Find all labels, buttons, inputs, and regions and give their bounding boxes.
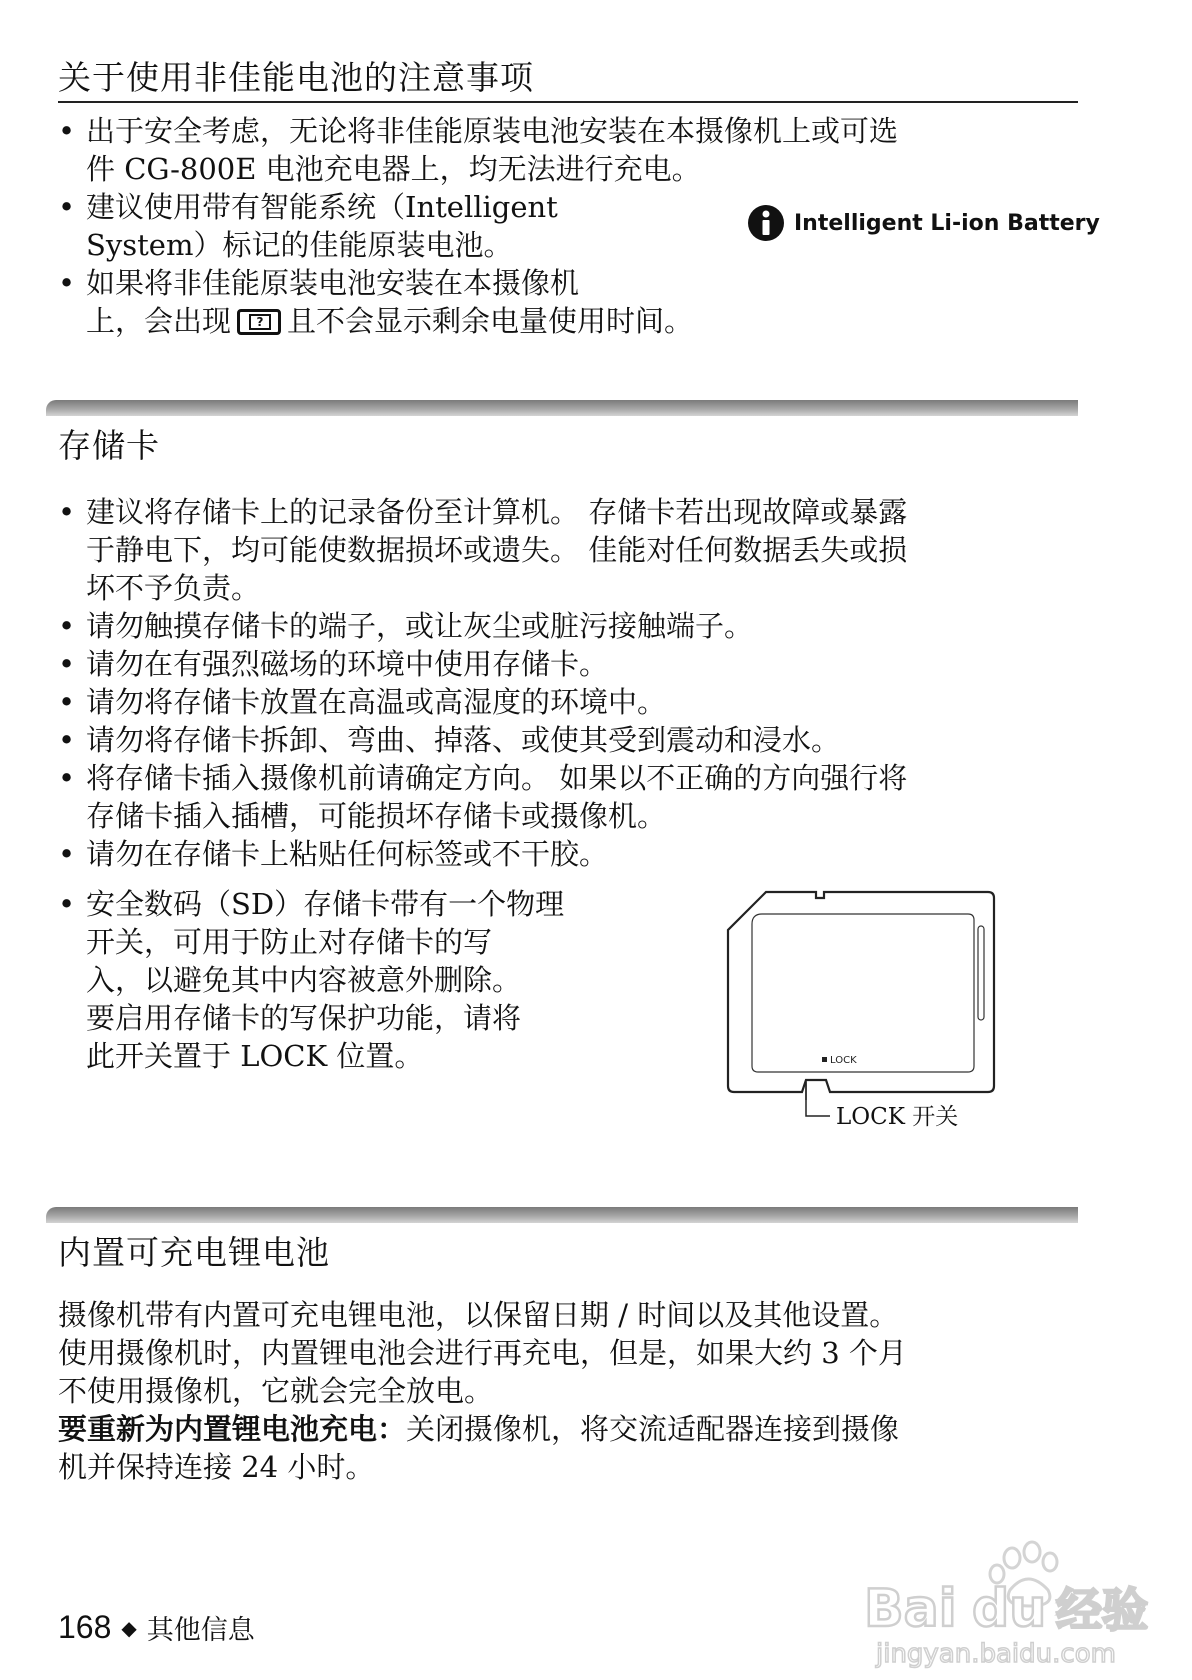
list-item: • 如果将非佳能原装电池安装在本摄像机 上，会出现 ? 且不会显示剩余电量使用时间。 — [58, 264, 1098, 340]
page-number: 168 — [58, 1609, 112, 1645]
list-item: • 请勿在有强烈磁场的环境中使用存储卡。 — [58, 645, 1098, 683]
list-item: • 请勿将存储卡放置在高温或高湿度的环境中。 — [58, 683, 1098, 721]
section-title-memory-card: 存储卡 — [58, 426, 160, 465]
battery-unknown-icon: ? — [237, 309, 281, 335]
intelligent-battery-logo: Intelligent Li-ion Battery — [748, 205, 1100, 241]
watermark-cn: 经验 — [1056, 1583, 1148, 1637]
watermark-brand: Bai — [864, 1579, 957, 1639]
section-title-builtin-battery: 内置可充电锂电池 — [58, 1233, 330, 1272]
list-item: • 请勿将存储卡拆卸、弯曲、掉落、或使其受到震动和浸水。 — [58, 721, 1098, 759]
footer-separator: ◆ — [121, 1615, 137, 1640]
info-circle-icon — [748, 205, 784, 241]
footer-section: 其他信息 — [146, 1615, 255, 1646]
section-title-non-canon-battery: 关于使用非佳能电池的注意事项 — [58, 58, 534, 97]
list-item: • 出于安全考虑，无论将非佳能原装电池安装在本摄像机上或可选 件 CG-800E 电池充电器上，均无法进行充电。 — [58, 112, 1098, 188]
recharge-instruction-lead: 要重新为内置锂电池充电： — [58, 1412, 407, 1446]
lock-switch-callout-line — [800, 1080, 840, 1130]
sd-card-diagram — [726, 890, 1006, 1100]
list-item: • 建议使用带有智能系统（Intelligent System）标记的佳能原装电池。 — [58, 188, 1098, 264]
title-rule — [58, 101, 1078, 103]
list-item: • 建议将存储卡上的记录备份至计算机。 存储卡若出现故障或暴露 于静电下，均可能使数据损坏或遗失。 佳能对任何数据丢失或损 坏不予负责。 — [58, 493, 1098, 607]
section-divider-band — [46, 400, 1078, 416]
baidu-watermark — [860, 1540, 1180, 1670]
section-divider-band — [46, 1207, 1078, 1223]
sd-lock-note — [58, 885, 658, 1075]
list-item: • 请勿触摸存储卡的端子，或让灰尘或脏污接触端子。 — [58, 607, 1098, 645]
memory-card-notes-list — [58, 493, 1098, 873]
sd-card-lock-text: LOCK — [830, 1055, 857, 1066]
builtin-battery-text: 摄像机带有内置可充电锂电池，以保留日期 / 时间以及其他设置。 使用摄像机时，内置锂电池会进行再充电，但是，如果大约 3 个月 不使用摄像机，它就会完全放电。 要重新为内置锂电池充电：关闭摄像机，将交流适配器连接到摄像 机并保持连接 24 小时。 — [58, 1298, 907, 1484]
list-item: • 将存储卡插入摄像机前请确定方向。 如果以不正确的方向强行将 存储卡插入插槽，可能损坏存储卡或摄像机。 — [58, 759, 1098, 835]
list-item: • 请勿在存储卡上粘贴任何标签或不干胶。 — [58, 835, 1098, 873]
page-footer — [58, 1608, 255, 1647]
list-item: • 安全数码（SD）存储卡带有一个物理 开关，可用于防止对存储卡的写 入，以避免其中内容被意外删除。 要启用存储卡的写保护功能，请将 此开关置于 LOCK 位置。 — [58, 885, 658, 1075]
watermark-brand-2: du — [972, 1579, 1047, 1639]
lock-switch-label: LOCK 开关 — [836, 1104, 959, 1130]
watermark-url: jingyan.baidu.com — [876, 1639, 1116, 1669]
